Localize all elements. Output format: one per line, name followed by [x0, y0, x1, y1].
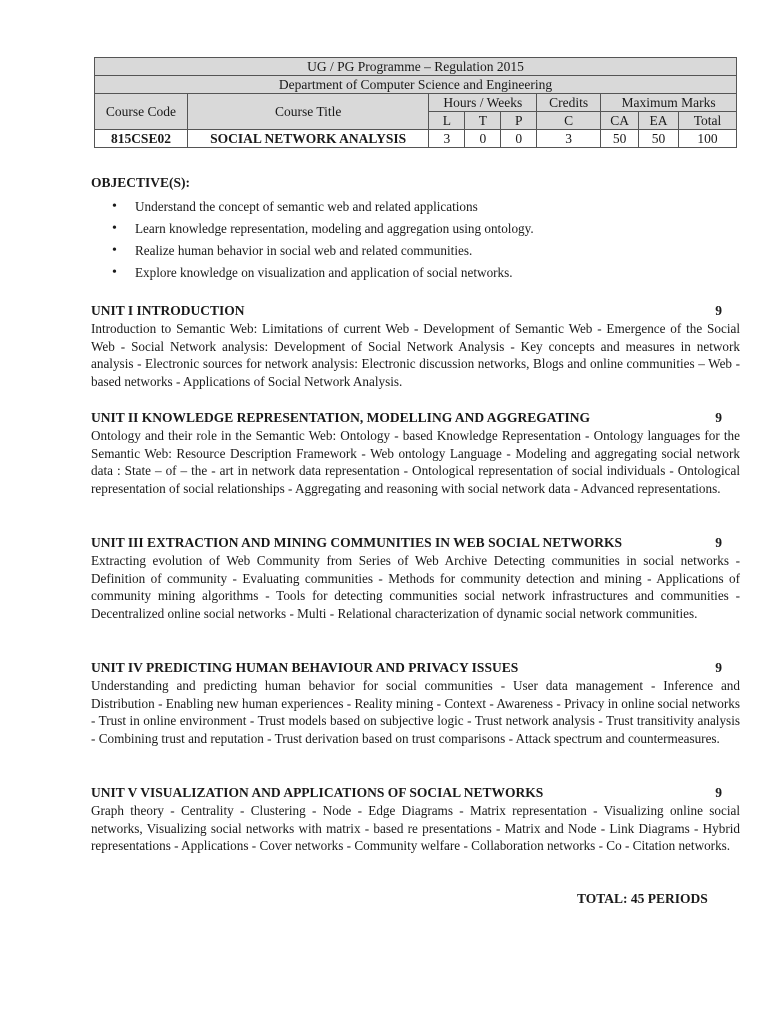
marks-header: Maximum Marks [601, 94, 737, 112]
unit-content: Ontology and their role in the Semantic Web: Ontology - based Knowledge Representation - Ontology languages for the Semantic Web: Resource Description Framework - Web ontology Language - Modeling and aggregating social network data : State – of – the - art in network data representation - Ontological representation of social individuals - Ontological representation of social relationships - Aggregating and reasoning with social network data - Advanced representations. [91, 427, 740, 497]
unit-3-section [91, 534, 740, 623]
unit-5-section [91, 784, 740, 855]
total-header: Total [679, 112, 737, 130]
course-title-header: Course Title [187, 94, 429, 130]
unit-title: UNIT IV PREDICTING HUMAN BEHAVIOUR AND PRIVACY ISSUES [91, 660, 519, 675]
course-code-header: Course Code [95, 94, 188, 130]
course-row [95, 130, 737, 148]
l-header: L [429, 112, 465, 130]
total-marks: 100 [679, 130, 737, 148]
objectives-list [91, 196, 740, 284]
unit-2-section [91, 409, 740, 498]
unit-heading [91, 784, 740, 802]
lecture-hours: 3 [429, 130, 465, 148]
objectives-section [91, 174, 740, 284]
ca-marks: 50 [601, 130, 639, 148]
unit-hours: 9 [715, 785, 722, 800]
objective-item: • Explore knowledge on visualization and application of social networks. [135, 262, 740, 284]
p-header: P [501, 112, 537, 130]
unit-content: Understanding and predicting human behavior for social communities - User data management - Inference and Distribution - Enabling new human experiences - Reality mining - Context - Awareness - Privacy in online social networks - Trust in online environment - Trust models based on subjective logic - Trust network analysis - Trust transitivity analysis - Combining trust and reputation - Trust derivation based on trust comparisons - Attack spectrum and countermeasures. [91, 677, 740, 747]
unit-4-section [91, 659, 740, 748]
unit-1-section [91, 302, 740, 391]
unit-title: UNIT I INTRODUCTION [91, 303, 245, 318]
objective-item: • Realize human behavior in social web and related communities. [135, 240, 740, 262]
unit-heading [91, 302, 740, 320]
unit-content: Introduction to Semantic Web: Limitations of current Web - Development of Semantic Web - Emergence of the Social Web - Social Network analysis: Development of Social Network Analysis - Key concepts and measures in network analysis - Electronic sources for network analysis: Electronic discussion networks, Blogs and online communities – Web - based networks - Applications of Social Network Analysis. [91, 320, 740, 390]
t-header: T [465, 112, 501, 130]
department-title: Department of Computer Science and Engineering [95, 76, 737, 94]
course-code: 815CSE02 [95, 130, 188, 148]
unit-heading [91, 409, 740, 427]
unit-title: UNIT III EXTRACTION AND MINING COMMUNITIES IN WEB SOCIAL NETWORKS [91, 535, 622, 550]
objectives-heading [91, 174, 740, 192]
unit-title: UNIT V VISUALIZATION AND APPLICATIONS OF SOCIAL NETWORKS [91, 785, 544, 800]
unit-heading [91, 534, 740, 552]
objectives-heading-text: OBJECTIVE(S): [91, 175, 191, 190]
credits-header: Credits [537, 94, 601, 112]
credits-value: 3 [537, 130, 601, 148]
unit-hours: 9 [715, 410, 722, 425]
course-title: SOCIAL NETWORK ANALYSIS [187, 130, 429, 148]
ea-marks: 50 [639, 130, 679, 148]
programme-title: UG / PG Programme – Regulation 2015 [95, 58, 737, 76]
unit-content: Graph theory - Centrality - Clustering - Node - Edge Diagrams - Matrix representation - Visualizing online social networks, Visualizing social networks with matrix - based re presentations - Matrix and Node - Link Diagrams - Hybrid representations - Applications - Cover networks - Community welfare - Collaboration networks - Co - Citation networks. [91, 802, 740, 854]
total-periods: TOTAL: 45 PERIODS [577, 891, 708, 906]
ea-header: EA [639, 112, 679, 130]
unit-title: UNIT II KNOWLEDGE REPRESENTATION, MODELLING AND AGGREGATING [91, 410, 590, 425]
course-info-table [94, 57, 737, 148]
unit-hours: 9 [715, 660, 722, 675]
hours-header: Hours / Weeks [429, 94, 537, 112]
practical-hours: 0 [501, 130, 537, 148]
unit-hours: 9 [715, 535, 722, 550]
objective-item: • Understand the concept of semantic web and related applications [135, 196, 740, 218]
c-header: C [537, 112, 601, 130]
unit-content: Extracting evolution of Web Community from Series of Web Archive Detecting communities in social networks - Definition of community - Evaluating communities - Methods for community detection and mining - Applications of community mining algorithms - Tools for detecting communities social network infrastructures and communities - Decentralized online social networks - Multi - Relational characterization of dynamic social network communities. [91, 552, 740, 622]
objective-item: • Learn knowledge representation, modeling and aggregation using ontology. [135, 218, 740, 240]
tutorial-hours: 0 [465, 130, 501, 148]
unit-heading [91, 659, 740, 677]
ca-header: CA [601, 112, 639, 130]
unit-hours: 9 [715, 303, 722, 318]
